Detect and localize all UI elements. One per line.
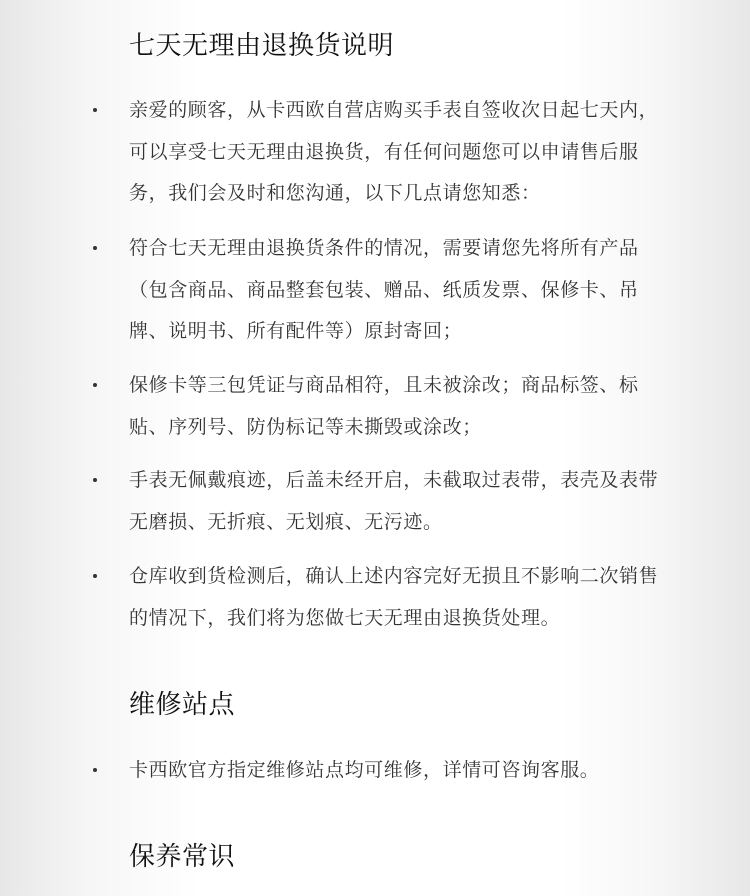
- section-title-repair-stations: 维修站点: [129, 690, 236, 720]
- bullet-dot-icon: [93, 383, 97, 387]
- list-item-text: 仓库收到货检测后，确认上述内容完好无损且不影响二次销售的情况下，我们将为您做七天无理由退换货处理。: [129, 565, 659, 629]
- list-item-text: 卡西欧官方指定维修站点均可维修，详情可咨询客服。: [129, 759, 600, 781]
- list-item-text: 保修卡等三包凭证与商品相符，且未被涂改；商品标签、标贴、序列号、防伪标记等未撕毁或涂改；: [129, 374, 639, 438]
- bullet-dot-icon: [93, 246, 97, 250]
- bullet-dot-icon: [93, 108, 97, 112]
- list-item-text: 亲爱的顾客，从卡西欧自营店购买手表自签收次日起七天内，可以享受七天无理由退换货，有任何问题您可以申请售后服务，我们会及时和您沟通，以下几点请您知悉：: [129, 99, 659, 204]
- section-title-maintenance-tips: 保养常识: [129, 842, 236, 872]
- bullet-dot-icon: [93, 478, 97, 482]
- bullet-dot-icon: [93, 574, 97, 578]
- section-title-seven-day-return: 七天无理由退换货说明: [129, 31, 395, 61]
- list-item-text: 符合七天无理由退换货条件的情况，需要请您先将所有产品（包含商品、商品整套包装、赠品、纸质发票、保修卡、吊牌、说明书、所有配件等）原封寄回；: [129, 237, 639, 342]
- list-item-text: 手表无佩戴痕迹，后盖未经开启，未截取过表带，表壳及表带无磨损、无折痕、无划痕、无污迹。: [129, 469, 659, 533]
- bullet-dot-icon: [93, 768, 97, 772]
